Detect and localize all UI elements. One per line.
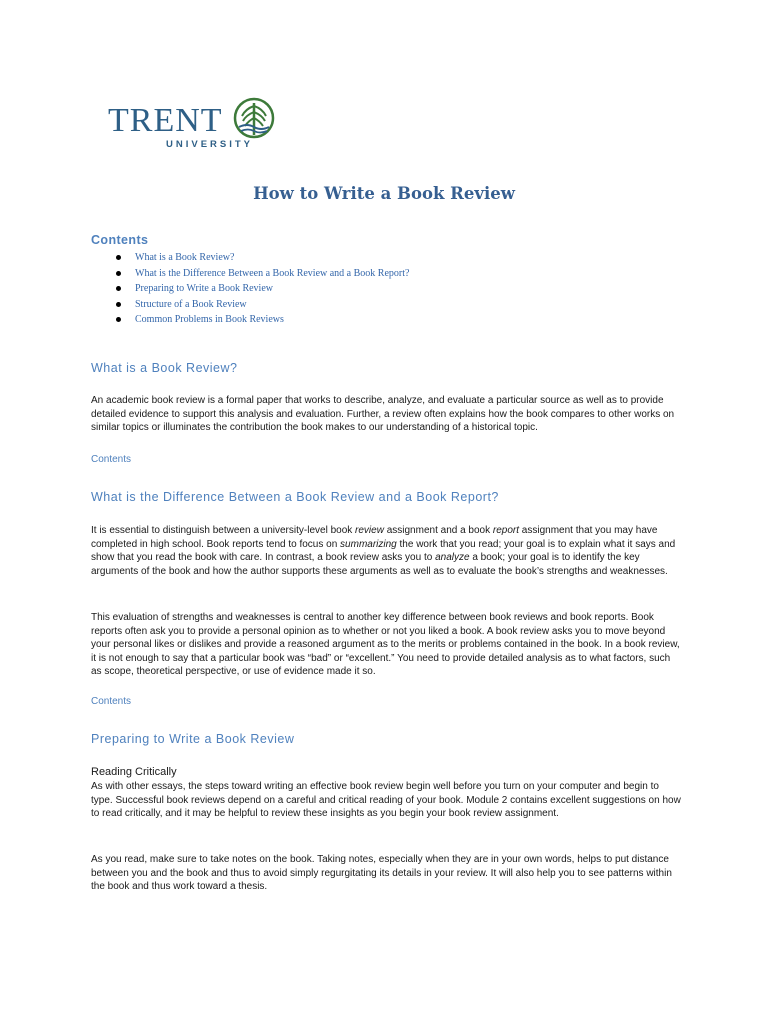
emphasis-text: review (355, 525, 384, 536)
section-heading-preparing: Preparing to Write a Book Review (91, 732, 295, 746)
contents-link[interactable]: Contents (91, 696, 132, 707)
contents-item-preparing[interactable] (91, 281, 409, 297)
section-heading-difference: What is the Difference Between a Book Review and a Book Report? (91, 490, 499, 504)
contents-item-label: Common Problems in Book Reviews (135, 314, 284, 325)
emphasis-text: analyze (435, 552, 470, 564)
contents-item-label: Preparing to Write a Book Review (135, 283, 273, 294)
trent-university-logo (108, 97, 278, 157)
contents-item-structure[interactable] (91, 297, 409, 313)
text-run: a book; your goal is to identify the key arguments of the book and how the author supports these arguments as well as to evaluate the book’s strengths and weaknesses. (91, 552, 668, 577)
contents-item-label: What is a Book Review? (135, 252, 235, 263)
contents-list (91, 250, 409, 328)
logo-subtitle: UNIVERSITY (166, 139, 254, 150)
text-run: the work that you read; your goal is to explain what it says and show that you read the book with care. In contrast, a book review asks you to (91, 538, 676, 564)
text-run: assignment that you may have completed in high school. Book reports tend to focus on (91, 525, 658, 550)
section-paragraph: This evaluation of strengths and weaknesses is central to another key difference between book reviews and book reports. Book reports often ask you to provide a personal opinion as to whether or not you liked a book. A book review asks you to move beyond your personal likes or dislikes and provide a reasoned argument as to the merits or problems contained in the book. In a book review, it is not enough to say that a particular book was “bad” or “excellent.” You need to provide detailed analysis as to what factors, such as scope, theoretical perspective, or use of evidence made it so. (91, 612, 680, 678)
section-paragraph: An academic book review is a formal paper that works to describe, analyze, and evaluate a particular source as well as to provide detailed evidence to support this analysis and evaluation. Further, a review often explains how the book compares to other works on similar topics or illuminates the contribution the book makes to our understanding of a historical topic. (91, 395, 675, 434)
bullet-icon (116, 286, 121, 291)
contents-item-problems[interactable] (91, 312, 409, 328)
text-run: assignment and a book (383, 525, 493, 536)
contents-item-label: Structure of a Book Review (135, 298, 247, 310)
contents-item-label: What is the Difference Between a Book Review and a Book Report? (135, 267, 410, 279)
contents-heading: Contents (91, 233, 149, 247)
bullet-icon (116, 317, 121, 322)
bullet-icon (116, 255, 121, 260)
contents-item-what-is[interactable] (91, 250, 409, 266)
subsection-heading: Reading Critically (91, 766, 177, 778)
section-paragraph: As with other essays, the steps toward writing an effective book review begin well before you turn on your computer and begin to type. Successful book reviews depend on a careful and critical reading of your book. Module 2 contains excellent suggestions on how to read critically, and it may be helpful to review these insights as you begin your book review assignment. (91, 781, 681, 820)
section-paragraph: As you read, make sure to take notes on the book. Taking notes, especially when they are in your own words, helps to put distance between you and the book and thus to avoid simply regurgitating its details in your review. It will also help you to see patterns within the book and thus work toward a thesis. (91, 854, 672, 893)
text-run: It is essential to distinguish between a university-level book (91, 525, 356, 536)
trent-emblem-icon (233, 97, 275, 141)
logo-wordmark: TRENT (108, 102, 223, 139)
bullet-icon (116, 271, 121, 276)
section-heading-what-is: What is a Book Review? (91, 361, 238, 375)
section-paragraph (91, 524, 681, 578)
bullet-icon (116, 302, 121, 307)
emphasis-text: summarizing (340, 538, 397, 550)
emphasis-text: report (492, 525, 520, 536)
contents-item-difference[interactable] (91, 266, 409, 282)
page-title: How to Write a Book Review (253, 184, 515, 203)
contents-link[interactable]: Contents (91, 454, 132, 465)
